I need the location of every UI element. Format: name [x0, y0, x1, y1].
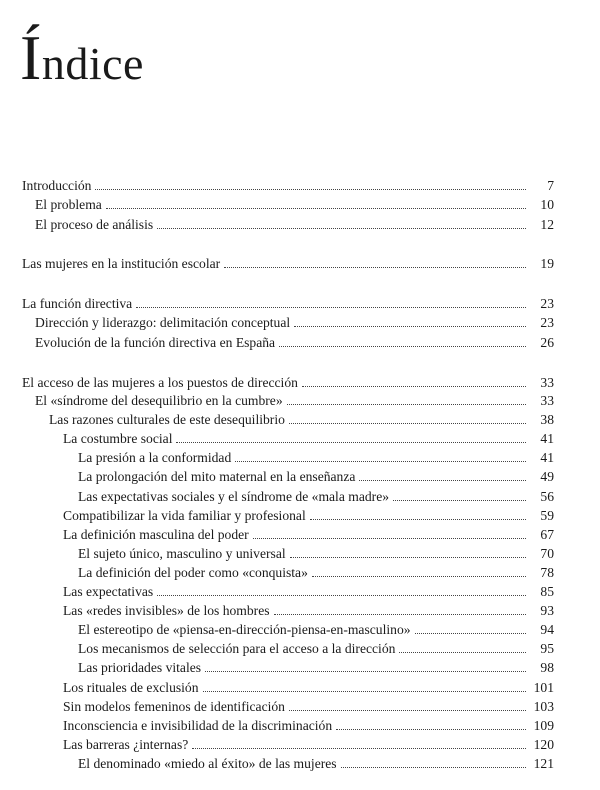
- toc-entry: [22, 448, 554, 467]
- toc-entry-label: La presión a la conformidad: [78, 450, 232, 465]
- toc-entry-page-number: 7: [547, 178, 554, 193]
- toc-entry-label: Las expectativas: [63, 584, 154, 599]
- toc-entry: [22, 544, 554, 563]
- dot-leader: [224, 267, 526, 268]
- toc-entry-label: Compatibilizar la vida familiar y profesional: [63, 508, 306, 523]
- toc-entry-page-number: 41: [540, 450, 554, 465]
- toc-entry-label: La función directiva: [22, 296, 133, 311]
- toc-entry-label: Las «redes invisibles» de los hombres: [63, 603, 270, 618]
- toc-entry-label: La definición masculina del poder: [63, 527, 249, 542]
- toc-entry-page-number: 33: [540, 375, 554, 390]
- toc-entry: [22, 658, 554, 677]
- toc-entry-label: Las prioridades vitales: [78, 660, 202, 675]
- toc-entry: [22, 215, 554, 234]
- toc-entry-label: El sujeto único, masculino y universal: [78, 546, 286, 561]
- toc-entry-page-number: 49: [540, 469, 554, 484]
- dot-leader: [279, 346, 526, 347]
- toc-entry-page-number: 93: [540, 603, 554, 618]
- toc-entry-page-number: 26: [540, 335, 554, 350]
- toc-entry-page-number: 38: [540, 412, 554, 427]
- dot-leader: [290, 557, 526, 558]
- toc-entry: [22, 754, 554, 773]
- toc-entry-page-number: 12: [540, 217, 554, 232]
- dot-leader: [415, 633, 526, 634]
- dot-leader: [289, 423, 526, 424]
- toc-entry-page-number: 59: [540, 508, 554, 523]
- toc-entry-label: Introducción: [22, 178, 92, 193]
- toc-entry-page-number: 95: [540, 641, 554, 656]
- page-title: [20, 22, 144, 93]
- toc-entry-page-number: 10: [540, 197, 554, 212]
- toc-entry: [22, 697, 554, 716]
- dot-leader: [274, 614, 526, 615]
- dot-leader: [312, 576, 526, 577]
- toc-entry-page-number: 121: [533, 756, 554, 771]
- dot-leader: [157, 595, 526, 596]
- toc-entry-label: El problema: [35, 197, 102, 212]
- toc-entry-page-number: 109: [533, 718, 554, 733]
- dot-leader: [359, 480, 526, 481]
- toc-entry: [22, 373, 554, 392]
- toc-entry-page-number: 23: [540, 315, 554, 330]
- dot-leader: [157, 228, 526, 229]
- toc-entry-page-number: 78: [540, 565, 554, 580]
- toc-entry-page-number: 120: [533, 737, 554, 752]
- toc-entry-page-number: 23: [540, 296, 554, 311]
- toc-entry-label: La definición del poder como «conquista»: [78, 565, 308, 580]
- dot-leader: [310, 519, 526, 520]
- toc-entry-label: El proceso de análisis: [35, 217, 154, 232]
- toc-entry: [22, 506, 554, 525]
- toc-entry-page-number: 70: [540, 546, 554, 561]
- toc-entry-label: Dirección y liderazgo: delimitación conceptual: [35, 315, 291, 330]
- toc-entry: [22, 313, 554, 332]
- dot-leader: [203, 691, 526, 692]
- toc-entry: [22, 410, 554, 429]
- title-initial: Í: [20, 22, 42, 93]
- dot-leader: [235, 461, 526, 462]
- dot-leader: [205, 671, 526, 672]
- toc-entry: [22, 525, 554, 544]
- toc-entry: [22, 582, 554, 601]
- toc-entry-label: Sin modelos femeninos de identificación: [63, 699, 285, 714]
- toc-entry: [22, 563, 554, 582]
- dot-leader: [393, 500, 526, 501]
- toc-entry-label: Las expectativas sociales y el síndrome de «mala madre»: [78, 489, 390, 504]
- toc-entry-label: El acceso de las mujeres a los puestos de dirección: [22, 375, 298, 390]
- dot-leader: [294, 326, 526, 327]
- toc-entry: [22, 254, 554, 273]
- toc-entry-label: Las mujeres en la institución escolar: [22, 256, 221, 271]
- toc-entry-label: La prolongación del mito maternal en la enseñanza: [78, 469, 356, 484]
- toc-entry-label: El estereotipo de «piensa-en-dirección-piensa-en-masculino»: [78, 622, 411, 637]
- toc-entry: [22, 391, 554, 410]
- toc-entry: [22, 429, 554, 448]
- toc-entry-page-number: 103: [533, 699, 554, 714]
- dot-leader: [253, 538, 526, 539]
- toc-entry: [22, 333, 554, 352]
- toc-entry-label: Las barreras ¿internas?: [63, 737, 189, 752]
- toc-entry: [22, 735, 554, 754]
- dot-leader: [176, 442, 526, 443]
- toc-entry-page-number: 94: [540, 622, 554, 637]
- toc-entry-page-number: 67: [540, 527, 554, 542]
- toc-entry-label: Evolución de la función directiva en España: [35, 335, 276, 350]
- toc-entry-page-number: 33: [540, 393, 554, 408]
- dot-leader: [106, 208, 526, 209]
- toc-entry-label: Inconsciencia e invisibilidad de la discriminación: [63, 718, 333, 733]
- toc-entry: [22, 620, 554, 639]
- title-rest: ndice: [41, 38, 144, 89]
- toc-entry: [22, 467, 554, 486]
- dot-leader: [192, 748, 526, 749]
- dot-leader: [341, 767, 526, 768]
- toc-entry-label: La costumbre social: [63, 431, 173, 446]
- toc-entry-label: Las razones culturales de este desequilibrio: [49, 412, 285, 427]
- toc-entry: [22, 294, 554, 313]
- dot-leader: [399, 652, 526, 653]
- dot-leader: [136, 307, 526, 308]
- toc-entry: [22, 601, 554, 620]
- dot-leader: [95, 189, 526, 190]
- dot-leader: [287, 404, 526, 405]
- toc-entry: [22, 195, 554, 214]
- toc-entry-page-number: 98: [540, 660, 554, 675]
- toc-entry-page-number: 101: [533, 680, 554, 695]
- toc-entry-page-number: 85: [540, 584, 554, 599]
- toc-entry-label: Los mecanismos de selección para el acceso a la dirección: [78, 641, 396, 656]
- toc-entry: [22, 487, 554, 506]
- toc-entry: [22, 716, 554, 735]
- toc-entry-page-number: 56: [540, 489, 554, 504]
- dot-leader: [302, 386, 526, 387]
- toc-entry-page-number: 19: [540, 256, 554, 271]
- dot-leader: [289, 710, 526, 711]
- toc-entry-label: El «síndrome del desequilibrio en la cumbre»: [35, 393, 283, 408]
- toc-entry: [22, 176, 554, 195]
- toc-entry: [22, 678, 554, 697]
- toc-entry: [22, 639, 554, 658]
- toc-entry-label: Los rituales de exclusión: [63, 680, 199, 695]
- toc-entry-label: El denominado «miedo al éxito» de las mujeres: [78, 756, 337, 771]
- dot-leader: [336, 729, 526, 730]
- toc-entry-page-number: 41: [540, 431, 554, 446]
